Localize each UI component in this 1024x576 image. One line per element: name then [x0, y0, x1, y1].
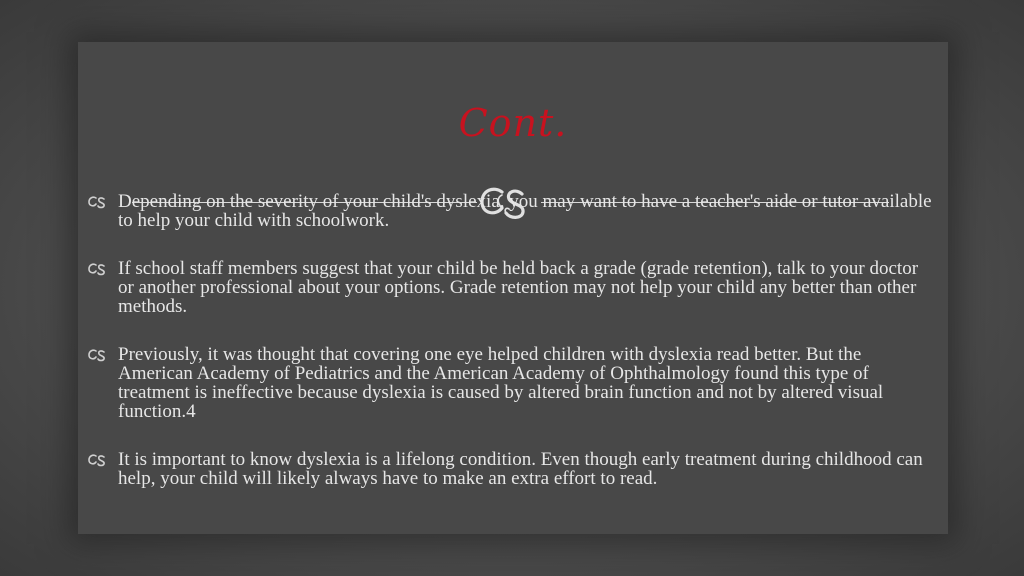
- list-item: [88, 345, 938, 421]
- flourish-bullet-icon: [88, 262, 106, 276]
- slide-title: Cont.: [458, 101, 568, 145]
- list-item: [88, 450, 938, 488]
- slide: [78, 42, 948, 534]
- bullet-text: If school staff members suggest that your child be held back a grade (grade retention), talk to your doctor or another professional about your options. Grade retention may not help your child any better than other methods.: [118, 258, 919, 317]
- flourish-bullet-icon: [88, 453, 106, 467]
- flourish-bullet-icon: [88, 195, 106, 209]
- list-item: [88, 259, 938, 316]
- bullet-text: It is important to know dyslexia is a lifelong condition. Even though early treatment during childhood can help, your child will likely always have to make an extra effort to read.: [118, 449, 923, 489]
- list-item: [88, 192, 938, 230]
- bullet-list: [88, 192, 938, 517]
- flourish-bullet-icon: [88, 348, 106, 362]
- bullet-text: Previously, it was thought that covering one eye helped children with dyslexia read better. But the American Academy of Pediatrics and the American Academy of Ophthalmology found this type of treatment is ineffective because dyslexia is caused by altered brain function and not by altered visual function.4: [118, 344, 884, 422]
- bullet-text: Depending on the severity of your child's dyslexia, you may want to have a teacher's aide or tutor available to help your child with schoolwork.: [118, 191, 932, 231]
